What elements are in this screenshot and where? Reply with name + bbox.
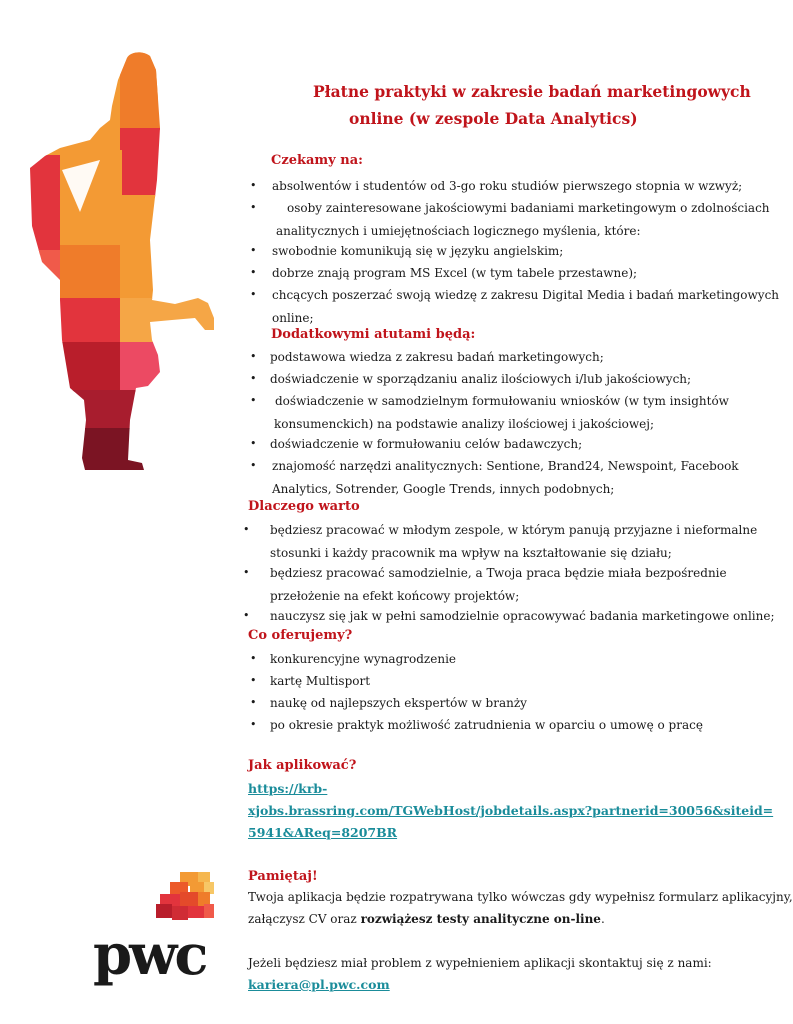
bullet-icon: • xyxy=(243,609,250,622)
list-item-text-continued: analitycznych i umiejętnościach logicznego myślenia, które: xyxy=(276,223,641,238)
list-item-text: będziesz pracować samodzielnie, a Twoja praca będzie miała bezpośrednie xyxy=(270,566,727,580)
bullet-icon: • xyxy=(250,718,257,731)
list-item-text: dobrze znają program MS Excel (w tym tabele przestawne); xyxy=(272,266,638,280)
bullet-icon: • xyxy=(250,244,257,257)
list-item-text: po okresie praktyk możliwość zatrudnienia w oparciu o umowę o pracę xyxy=(270,718,703,732)
list-item-text: naukę od najlepszych ekspertów w branży xyxy=(270,696,527,710)
handstand-figure-illustration xyxy=(0,0,240,480)
page-title xyxy=(300,78,751,132)
list-item-text: znajomość narzędzi analitycznych: Sentione, Brand24, Newspoint, Facebook xyxy=(272,459,739,473)
bullet-icon: • xyxy=(250,437,257,450)
application-link-line-3[interactable]: 5941&AReq=8207BR xyxy=(248,825,398,840)
pwc-logo-wordmark: pwc xyxy=(93,922,206,988)
section-heading-offer: Co oferujemy? xyxy=(248,628,353,643)
title-line-1: Płatne praktyki w zakresie badań marketingowych xyxy=(313,82,751,101)
remember-text-period: . xyxy=(600,912,605,926)
section-heading-requirements: Czekamy na: xyxy=(271,153,363,168)
list-item-text: chcących poszerzać swoją wiedzę z zakresu Digital Media i badań marketingowych xyxy=(272,288,780,302)
bullet-icon: • xyxy=(243,566,250,579)
list-item-text-continued: konsumenckich) na podstawie analizy ilościowej i jakościowej; xyxy=(274,416,655,431)
section-heading-remember: Pamiętaj! xyxy=(248,869,318,884)
list-item-text: podstawowa wiedza z zakresu badań marketingowych; xyxy=(270,350,604,364)
list-item-text: kartę Multisport xyxy=(270,674,371,688)
section-heading-apply: Jak aplikować? xyxy=(248,758,357,773)
list-item-text: konkurencyjne wynagrodzenie xyxy=(270,652,457,666)
bullet-icon: • xyxy=(243,523,250,536)
section-heading-advantages: Dodatkowymi atutami będą: xyxy=(271,327,476,342)
list-item-text: doświadczenie w sporządzaniu analiz ilościowych i/lub jakościowych; xyxy=(270,372,692,386)
list-item-text: doświadczenie w formułowaniu celów badawczych; xyxy=(270,437,583,451)
remember-text-plain: załączysz CV oraz xyxy=(248,912,361,926)
bullet-icon: • xyxy=(250,350,257,363)
bullet-icon: • xyxy=(250,674,257,687)
section-heading-why: Dlaczego warto xyxy=(248,499,360,514)
bullet-icon: • xyxy=(250,696,257,709)
title-line-2: online (w zespole Data Analytics) xyxy=(349,109,638,128)
list-item-text-continued: przełożenie na efekt końcowy projektów; xyxy=(270,588,520,603)
bullet-icon: • xyxy=(250,288,257,301)
bullet-icon: • xyxy=(250,652,257,665)
bullet-icon: • xyxy=(250,459,257,472)
list-item-text-continued: online; xyxy=(272,310,314,325)
list-item-text-continued: stosunki i każdy pracownik ma wpływ na kształtowanie się działu; xyxy=(270,545,672,560)
remember-text-line-1: Twoja aplikacja będzie rozpatrywana tylko wówczas gdy wypełnisz formularz aplikacyjny, xyxy=(248,890,793,904)
contact-email-link[interactable]: kariera@pl.pwc.com xyxy=(248,977,390,992)
list-item-text-continued: Analytics, Sotrender, Google Trends, innych podobnych; xyxy=(272,481,615,496)
bullet-icon: • xyxy=(250,394,257,407)
contact-text: Jeżeli będziesz miał problem z wypełnieniem aplikacji skontaktuj się z nami: xyxy=(248,956,712,970)
list-item-text: będziesz pracować w młodym zespole, w którym panują przyjazne i nieformalne xyxy=(270,523,758,537)
application-link-line-1[interactable]: https://krb- xyxy=(248,781,328,796)
application-link-line-2[interactable]: xjobs.brassring.com/TGWebHost/jobdetails.aspx?partnerid=30056&siteid= xyxy=(248,803,774,818)
pwc-logo-squares-icon xyxy=(150,868,220,928)
bullet-icon: • xyxy=(250,266,257,279)
list-item-text: doświadczenie w samodzielnym formułowaniu wniosków (w tym insightów xyxy=(275,394,729,408)
list-item-text: swobodnie komunikują się w języku angielskim; xyxy=(272,244,564,258)
list-item-text: osoby zainteresowane jakościowymi badaniami marketingowym o zdolnościach xyxy=(287,201,770,215)
bullet-icon: • xyxy=(250,201,257,214)
list-item-text: absolwentów i studentów od 3-go roku studiów pierwszego stopnia w wzwyż; xyxy=(272,179,743,193)
remember-text-line-2 xyxy=(248,912,605,926)
list-item-text: nauczysz się jak w pełni samodzielnie opracowywać badania marketingowe online; xyxy=(270,609,775,623)
bullet-icon: • xyxy=(250,179,257,192)
remember-text-bold: rozwiążesz testy analityczne on-line xyxy=(360,912,601,926)
bullet-icon: • xyxy=(250,372,257,385)
